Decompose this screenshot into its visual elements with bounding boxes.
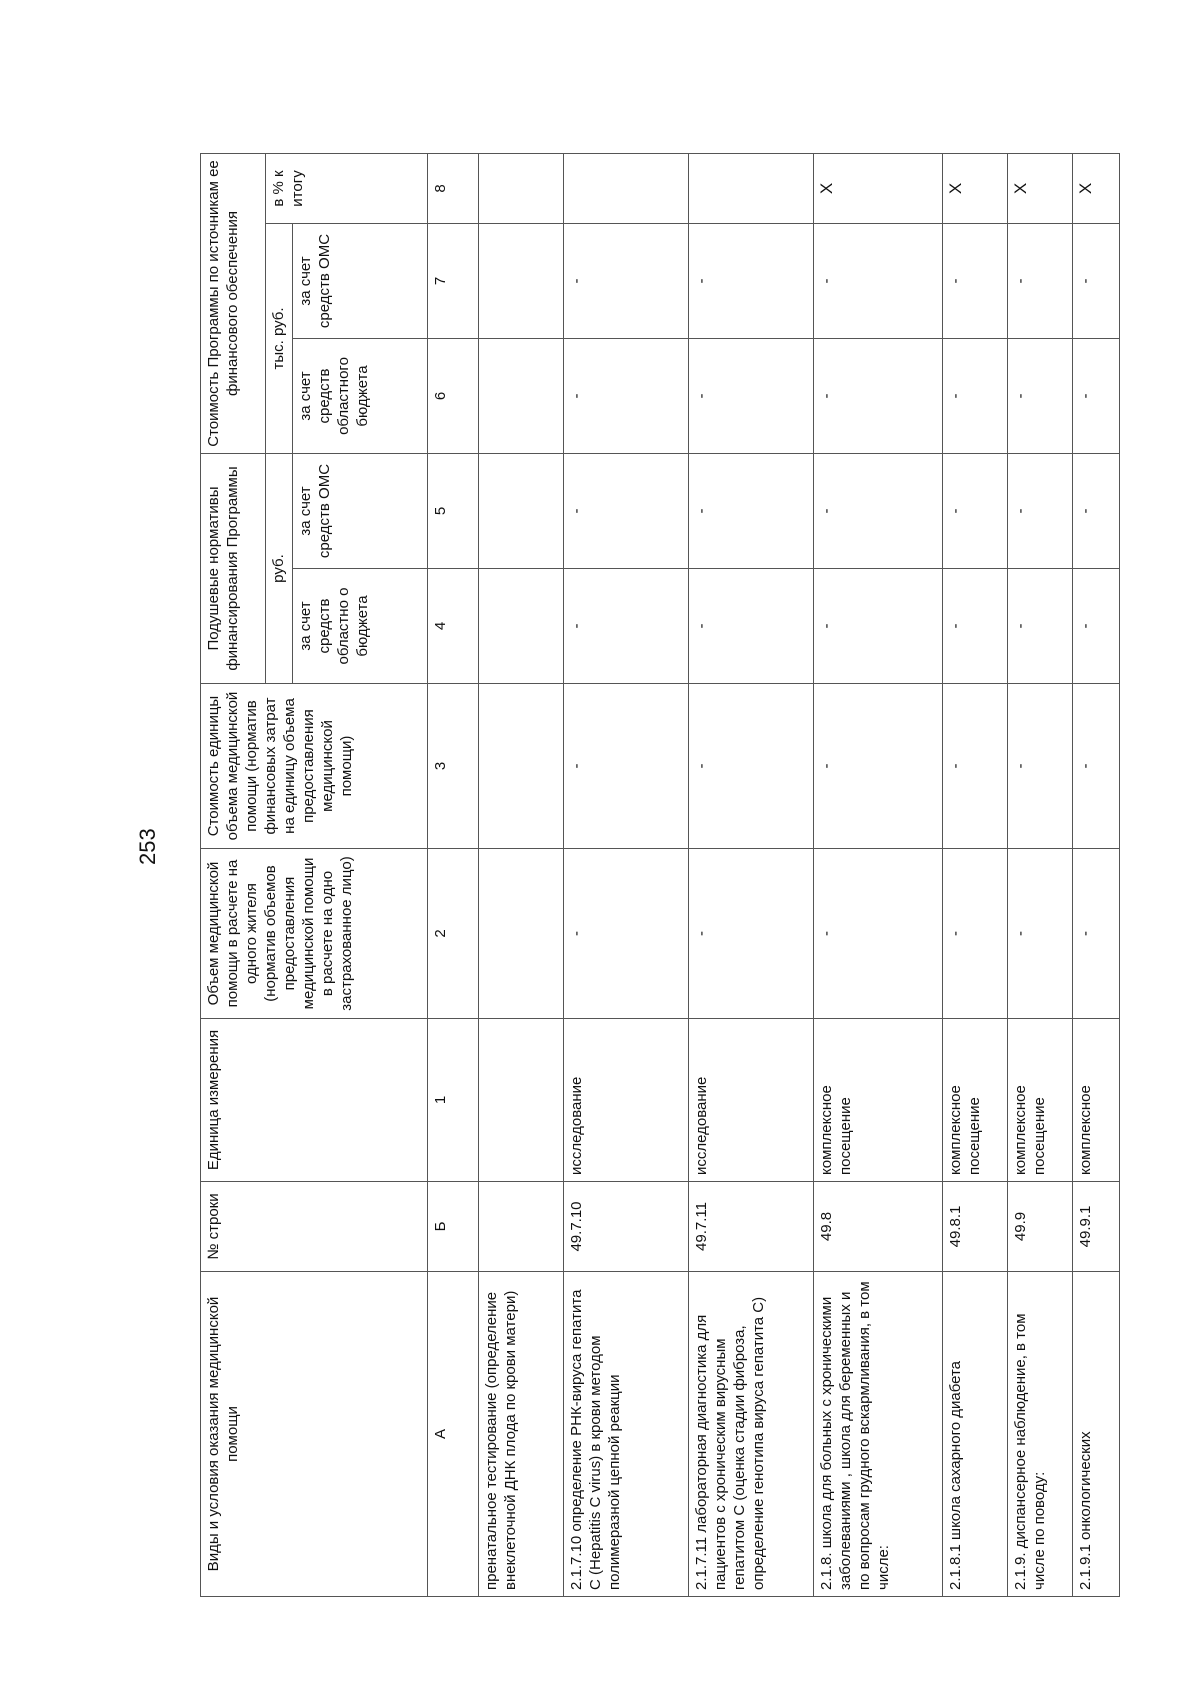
table-row xyxy=(943,153,1008,1596)
col-number: А xyxy=(428,1272,479,1597)
table-row xyxy=(1008,153,1073,1596)
page-number: 253 xyxy=(135,828,160,865)
row-unit: комплексное посещение xyxy=(943,1019,1008,1182)
col-number: 6 xyxy=(428,339,479,454)
row-value-6: - xyxy=(1008,339,1073,454)
row-unit: комплексное xyxy=(1073,1019,1120,1182)
row-value-3: - xyxy=(1073,684,1120,849)
row-number: 49.7.11 xyxy=(689,1182,814,1272)
header-rub: руб. xyxy=(266,454,293,684)
row-value-7: - xyxy=(1073,224,1120,339)
row-value-2: - xyxy=(1073,849,1120,1019)
table-row xyxy=(814,153,943,1596)
row-value-5: - xyxy=(943,454,1008,569)
row-value-4: - xyxy=(1073,569,1120,684)
table-row xyxy=(564,153,689,1596)
row-value-3: - xyxy=(1008,684,1073,849)
row-number: 49.8.1 xyxy=(943,1182,1008,1272)
row-value-7: - xyxy=(943,224,1008,339)
header-program-cost: Стоимость Программы по источникам ее финансового обеспечения xyxy=(201,153,266,453)
header-budget-4: за счет средств областно о бюджета xyxy=(293,569,428,684)
row-value-8 xyxy=(564,153,689,223)
row-value-8 xyxy=(689,153,814,223)
row-value-3: - xyxy=(814,684,943,849)
table-row xyxy=(1073,153,1120,1596)
row-number xyxy=(479,1182,564,1272)
row-unit xyxy=(479,1019,564,1182)
row-name: 2.1.7.11 лабораторная диагностика для пациентов с хроническим вирусным гепатитом С (оценка стадии фиброза, определение генотипа вируса гепатита С) xyxy=(689,1272,814,1597)
row-name: пренатальное тестирование (определение внеклеточной ДНК плода по крови матери) xyxy=(479,1272,564,1597)
row-name: 2.1.8. школа для больных с хроническими заболеваниями , школа для беременных и по вопросам грудного вскармливания, в том числе: xyxy=(814,1272,943,1597)
row-value-7 xyxy=(479,224,564,339)
row-name: 2.1.9.1 онкологических xyxy=(1073,1272,1120,1597)
row-value-2: - xyxy=(943,849,1008,1019)
row-value-5 xyxy=(479,454,564,569)
table-row xyxy=(479,153,564,1596)
row-value-3: - xyxy=(689,684,814,849)
header-volume: Объем медицинской помощи в расчете на одного жителя (норматив объемов предоставления медицинской помощи в расчете на одно застрахованное лицо) xyxy=(201,849,428,1019)
header-kinds: Виды и условия оказания медицинской помощи xyxy=(201,1272,428,1597)
col-number: 7 xyxy=(428,224,479,339)
col-number: 4 xyxy=(428,569,479,684)
row-value-7: - xyxy=(689,224,814,339)
row-number: 49.9 xyxy=(1008,1182,1073,1272)
header-oms-5: за счет средств ОМС xyxy=(293,454,428,569)
row-value-4: - xyxy=(943,569,1008,684)
col-number: Б xyxy=(428,1182,479,1272)
col-number: 2 xyxy=(428,849,479,1019)
header-thous-rub: тыс. руб. xyxy=(266,224,293,454)
row-number: 49.7.10 xyxy=(564,1182,689,1272)
row-unit: комплексное посещение xyxy=(1008,1019,1073,1182)
row-value-5: - xyxy=(689,454,814,569)
row-value-7: - xyxy=(814,224,943,339)
row-value-6: - xyxy=(943,339,1008,454)
header-oms-7: за счет средств ОМС xyxy=(293,224,428,339)
row-name: 2.1.7.10 определение РНК-вируса гепатита С (Hepatitis C virus) в крови методом полимеразной цепной реакции xyxy=(564,1272,689,1597)
row-value-2: - xyxy=(689,849,814,1019)
row-value-5: - xyxy=(564,454,689,569)
row-value-2 xyxy=(479,849,564,1019)
row-value-6: - xyxy=(1073,339,1120,454)
col-number: 8 xyxy=(428,153,479,223)
header-cost: Стоимость единицы объема медицинской помощи (норматив финансовых затрат на единицу объема предоставления медицинской помощи) xyxy=(201,684,428,849)
col-number: 3 xyxy=(428,684,479,849)
row-number: 49.8 xyxy=(814,1182,943,1272)
row-value-6: - xyxy=(814,339,943,454)
row-value-5: - xyxy=(1073,454,1120,569)
header-row-no: № строки xyxy=(201,1182,428,1272)
header-percent: в % к итогу xyxy=(266,153,428,223)
table-row xyxy=(689,153,814,1596)
row-value-2: - xyxy=(1008,849,1073,1019)
row-value-5: - xyxy=(1008,454,1073,569)
row-value-3: - xyxy=(564,684,689,849)
col-number: 1 xyxy=(428,1019,479,1182)
row-value-8: X xyxy=(943,153,1008,223)
row-number: 49.9.1 xyxy=(1073,1182,1120,1272)
col-number: 5 xyxy=(428,454,479,569)
row-value-5: - xyxy=(814,454,943,569)
row-value-6: - xyxy=(689,339,814,454)
row-value-4: - xyxy=(814,569,943,684)
row-value-2: - xyxy=(814,849,943,1019)
row-value-6: - xyxy=(564,339,689,454)
row-value-4: - xyxy=(689,569,814,684)
row-value-8: X xyxy=(814,153,943,223)
row-name: 2.1.8.1 школа сахарного диабета xyxy=(943,1272,1008,1597)
row-value-3 xyxy=(479,684,564,849)
row-value-3: - xyxy=(943,684,1008,849)
row-unit: комплексное посещение xyxy=(814,1019,943,1182)
row-value-7: - xyxy=(564,224,689,339)
row-value-4 xyxy=(479,569,564,684)
row-value-6 xyxy=(479,339,564,454)
row-value-8: X xyxy=(1073,153,1120,223)
row-value-8: X xyxy=(1008,153,1073,223)
row-value-4: - xyxy=(564,569,689,684)
row-value-7: - xyxy=(1008,224,1073,339)
financing-table xyxy=(200,153,1120,1597)
header-unit: Единица измерения xyxy=(201,1019,428,1182)
row-name: 2.1.9. диспансерное наблюдение, в том числе по поводу: xyxy=(1008,1272,1073,1597)
row-value-2: - xyxy=(564,849,689,1019)
header-per-capita: Подушевые нормативы финансирования Программы xyxy=(201,454,266,684)
header-budget-6: за счет средств областного бюджета xyxy=(293,339,428,454)
row-unit: исследование xyxy=(564,1019,689,1182)
row-value-4: - xyxy=(1008,569,1073,684)
row-unit: исследование xyxy=(689,1019,814,1182)
row-value-8 xyxy=(479,153,564,223)
